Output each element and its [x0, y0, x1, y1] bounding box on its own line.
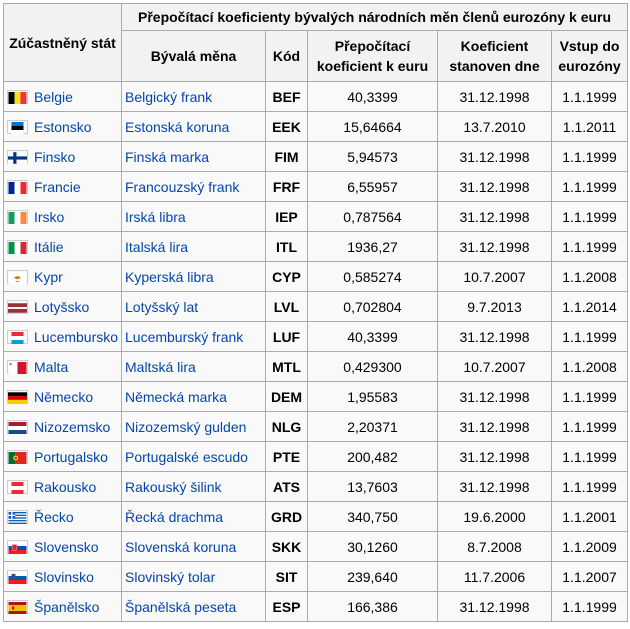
state-link[interactable]: Řecko — [34, 508, 74, 525]
code-cell: GRD — [266, 502, 308, 532]
date-cell: 19.6.2000 — [438, 502, 552, 532]
header-entry: Vstup do eurozóny — [552, 31, 628, 82]
rate-cell: 0,429300 — [308, 352, 438, 382]
entry-cell: 1.1.1999 — [552, 172, 628, 202]
entry-cell: 1.1.1999 — [552, 232, 628, 262]
state-link[interactable]: Malta — [34, 358, 69, 375]
rate-cell: 0,702804 — [308, 292, 438, 322]
state-cell — [4, 262, 122, 292]
currency-cell — [122, 172, 266, 202]
table-row — [4, 172, 628, 202]
conversion-rates-table — [3, 3, 628, 622]
rate-cell: 1,95583 — [308, 382, 438, 412]
currency-cell — [122, 442, 266, 472]
code-cell: SKK — [266, 532, 308, 562]
date-cell: 13.7.2010 — [438, 112, 552, 142]
code-cell: DEM — [266, 382, 308, 412]
rate-cell: 1936,27 — [308, 232, 438, 262]
state-cell — [4, 322, 122, 352]
state-cell — [4, 352, 122, 382]
currency-link[interactable]: Estonská koruna — [125, 118, 230, 135]
currency-link[interactable]: Finská marka — [125, 148, 210, 165]
entry-cell: 1.1.2009 — [552, 532, 628, 562]
currency-link[interactable]: Italská lira — [125, 238, 189, 255]
currency-cell — [122, 592, 266, 622]
code-cell: MTL — [266, 352, 308, 382]
date-cell: 8.7.2008 — [438, 532, 552, 562]
code-cell: LUF — [266, 322, 308, 352]
table-row — [4, 352, 628, 382]
table-row — [4, 292, 628, 322]
rate-cell: 40,3399 — [308, 82, 438, 112]
date-cell: 31.12.1998 — [438, 412, 552, 442]
state-link[interactable]: Estonsko — [34, 118, 92, 135]
currency-cell — [122, 412, 266, 442]
date-cell: 31.12.1998 — [438, 472, 552, 502]
italy-flag-icon — [7, 240, 28, 254]
state-link[interactable]: Slovensko — [34, 538, 99, 555]
entry-cell: 1.1.1999 — [552, 412, 628, 442]
state-cell — [4, 292, 122, 322]
header-date: Koeficient stanoven dne — [438, 31, 552, 82]
greece-flag-icon — [7, 510, 28, 524]
code-cell: FIM — [266, 142, 308, 172]
state-link[interactable]: Itálie — [34, 238, 64, 255]
date-cell: 9.7.2013 — [438, 292, 552, 322]
state-cell — [4, 472, 122, 502]
table-row — [4, 112, 628, 142]
currency-link[interactable]: Nizozemský gulden — [125, 418, 247, 435]
header-state: Zúčastněný stát — [4, 4, 122, 82]
portugal-flag-icon — [7, 450, 28, 464]
date-cell: 31.12.1998 — [438, 202, 552, 232]
state-cell — [4, 82, 122, 112]
date-cell: 10.7.2007 — [438, 262, 552, 292]
date-cell: 11.7.2006 — [438, 562, 552, 592]
state-link[interactable]: Belgie — [34, 88, 73, 105]
state-cell — [4, 502, 122, 532]
currency-cell — [122, 112, 266, 142]
ireland-flag-icon — [7, 210, 28, 224]
rate-cell: 239,640 — [308, 562, 438, 592]
currency-cell — [122, 502, 266, 532]
date-cell: 10.7.2007 — [438, 352, 552, 382]
currency-cell — [122, 202, 266, 232]
estonia-flag-icon — [7, 120, 28, 134]
table-row — [4, 502, 628, 532]
currency-link[interactable]: Francouzský frank — [125, 178, 240, 195]
currency-cell — [122, 82, 266, 112]
currency-cell — [122, 472, 266, 502]
header-rate: Přepočítací koeficient k euru — [308, 31, 438, 82]
austria-flag-icon — [7, 480, 28, 494]
currency-link[interactable]: Irská libra — [125, 208, 186, 225]
currency-cell — [122, 142, 266, 172]
rate-cell: 5,94573 — [308, 142, 438, 172]
entry-cell: 1.1.2008 — [552, 262, 628, 292]
date-cell: 31.12.1998 — [438, 172, 552, 202]
date-cell: 31.12.1998 — [438, 382, 552, 412]
code-cell: ITL — [266, 232, 308, 262]
currency-cell — [122, 352, 266, 382]
date-cell: 31.12.1998 — [438, 592, 552, 622]
finland-flag-icon — [7, 150, 28, 164]
date-cell: 31.12.1998 — [438, 142, 552, 172]
currency-link[interactable]: Kyperská libra — [125, 268, 214, 285]
entry-cell: 1.1.1999 — [552, 202, 628, 232]
state-link[interactable]: Finsko — [34, 148, 76, 165]
entry-cell: 1.1.1999 — [552, 322, 628, 352]
header-group-title: Přepočítací koeficienty bývalých národních měn členů eurozóny k euru — [122, 4, 628, 31]
currency-link[interactable]: Slovinský tolar — [125, 568, 216, 585]
slovenia-flag-icon — [7, 570, 28, 584]
code-cell: EEK — [266, 112, 308, 142]
slovakia-flag-icon — [7, 540, 28, 554]
state-link[interactable]: Německo — [34, 388, 94, 405]
rate-cell: 30,1260 — [308, 532, 438, 562]
currency-cell — [122, 292, 266, 322]
entry-cell: 1.1.2008 — [552, 352, 628, 382]
code-cell: ESP — [266, 592, 308, 622]
rate-cell: 0,585274 — [308, 262, 438, 292]
france-flag-icon — [7, 180, 28, 194]
currency-link[interactable]: Lucemburský frank — [125, 328, 244, 345]
currency-link[interactable]: Řecká drachma — [125, 508, 224, 525]
state-cell — [4, 142, 122, 172]
currency-link[interactable]: Maltská lira — [125, 358, 196, 375]
belgium-flag-icon — [7, 90, 28, 104]
date-cell: 31.12.1998 — [438, 322, 552, 352]
entry-cell: 1.1.1999 — [552, 382, 628, 412]
table-row — [4, 382, 628, 412]
state-cell — [4, 532, 122, 562]
entry-cell: 1.1.1999 — [552, 592, 628, 622]
state-link[interactable]: Španělsko — [34, 598, 100, 615]
currency-link[interactable]: Rakouský šilink — [125, 478, 222, 495]
state-cell — [4, 112, 122, 142]
state-link[interactable]: Slovinsko — [34, 568, 94, 585]
rate-cell: 15,64664 — [308, 112, 438, 142]
state-link[interactable]: Nizozemsko — [34, 418, 111, 435]
code-cell: FRF — [266, 172, 308, 202]
table-row — [4, 412, 628, 442]
luxembourg-flag-icon — [7, 330, 28, 344]
state-link[interactable]: Rakousko — [34, 478, 97, 495]
rate-cell: 166,386 — [308, 592, 438, 622]
rate-cell: 0,787564 — [308, 202, 438, 232]
date-cell: 31.12.1998 — [438, 232, 552, 262]
rate-cell: 6,55957 — [308, 172, 438, 202]
state-cell — [4, 202, 122, 232]
state-link[interactable]: Lucembursko — [34, 328, 119, 345]
code-cell: SIT — [266, 562, 308, 592]
entry-cell: 1.1.1999 — [552, 472, 628, 502]
spain-flag-icon — [7, 600, 28, 614]
table-row — [4, 82, 628, 112]
currency-link[interactable]: Lotyšský lat — [125, 298, 199, 315]
currency-link[interactable]: Německá marka — [125, 388, 227, 405]
entry-cell: 1.1.2007 — [552, 562, 628, 592]
date-cell: 31.12.1998 — [438, 82, 552, 112]
currency-cell — [122, 262, 266, 292]
entry-cell: 1.1.1999 — [552, 82, 628, 112]
state-cell — [4, 562, 122, 592]
currency-link[interactable]: Belgický frank — [125, 88, 213, 105]
header-code: Kód — [266, 31, 308, 82]
currency-link[interactable]: Slovenská koruna — [125, 538, 237, 555]
state-cell — [4, 592, 122, 622]
state-link[interactable]: Portugalsko — [34, 448, 108, 465]
malta-flag-icon — [7, 360, 28, 374]
germany-flag-icon — [7, 390, 28, 404]
table-row — [4, 592, 628, 622]
state-link[interactable]: Irsko — [34, 208, 65, 225]
state-cell — [4, 232, 122, 262]
currency-cell — [122, 562, 266, 592]
code-cell: IEP — [266, 202, 308, 232]
state-link[interactable]: Lotyšsko — [34, 298, 90, 315]
code-cell: LVL — [266, 292, 308, 322]
state-cell — [4, 382, 122, 412]
table-row — [4, 262, 628, 292]
currency-cell — [122, 322, 266, 352]
currency-cell — [122, 232, 266, 262]
table-row — [4, 142, 628, 172]
currency-cell — [122, 382, 266, 412]
code-cell: ATS — [266, 472, 308, 502]
table-row — [4, 232, 628, 262]
state-cell — [4, 412, 122, 442]
entry-cell: 1.1.2014 — [552, 292, 628, 322]
rate-cell: 200,482 — [308, 442, 438, 472]
entry-cell: 1.1.2011 — [552, 112, 628, 142]
table-row — [4, 562, 628, 592]
rate-cell: 2,20371 — [308, 412, 438, 442]
code-cell: BEF — [266, 82, 308, 112]
entry-cell: 1.1.1999 — [552, 142, 628, 172]
table-body — [4, 82, 628, 622]
latvia-flag-icon — [7, 300, 28, 314]
state-cell — [4, 172, 122, 202]
currency-cell — [122, 532, 266, 562]
table-row — [4, 322, 628, 352]
netherlands-flag-icon — [7, 420, 28, 434]
code-cell: NLG — [266, 412, 308, 442]
date-cell: 31.12.1998 — [438, 442, 552, 472]
currency-link[interactable]: Španělská peseta — [125, 598, 237, 615]
state-cell — [4, 442, 122, 472]
code-cell: CYP — [266, 262, 308, 292]
state-link[interactable]: Francie — [34, 178, 81, 195]
currency-link[interactable]: Portugalské escudo — [125, 448, 248, 465]
table-row — [4, 202, 628, 232]
table-row — [4, 472, 628, 502]
table-row — [4, 442, 628, 472]
entry-cell: 1.1.1999 — [552, 442, 628, 472]
code-cell: PTE — [266, 442, 308, 472]
rate-cell: 40,3399 — [308, 322, 438, 352]
table-row — [4, 532, 628, 562]
header-currency: Bývalá měna — [122, 31, 266, 82]
rate-cell: 340,750 — [308, 502, 438, 532]
state-link[interactable]: Kypr — [34, 268, 63, 285]
cyprus-flag-icon — [7, 270, 28, 284]
rate-cell: 13,7603 — [308, 472, 438, 502]
entry-cell: 1.1.2001 — [552, 502, 628, 532]
